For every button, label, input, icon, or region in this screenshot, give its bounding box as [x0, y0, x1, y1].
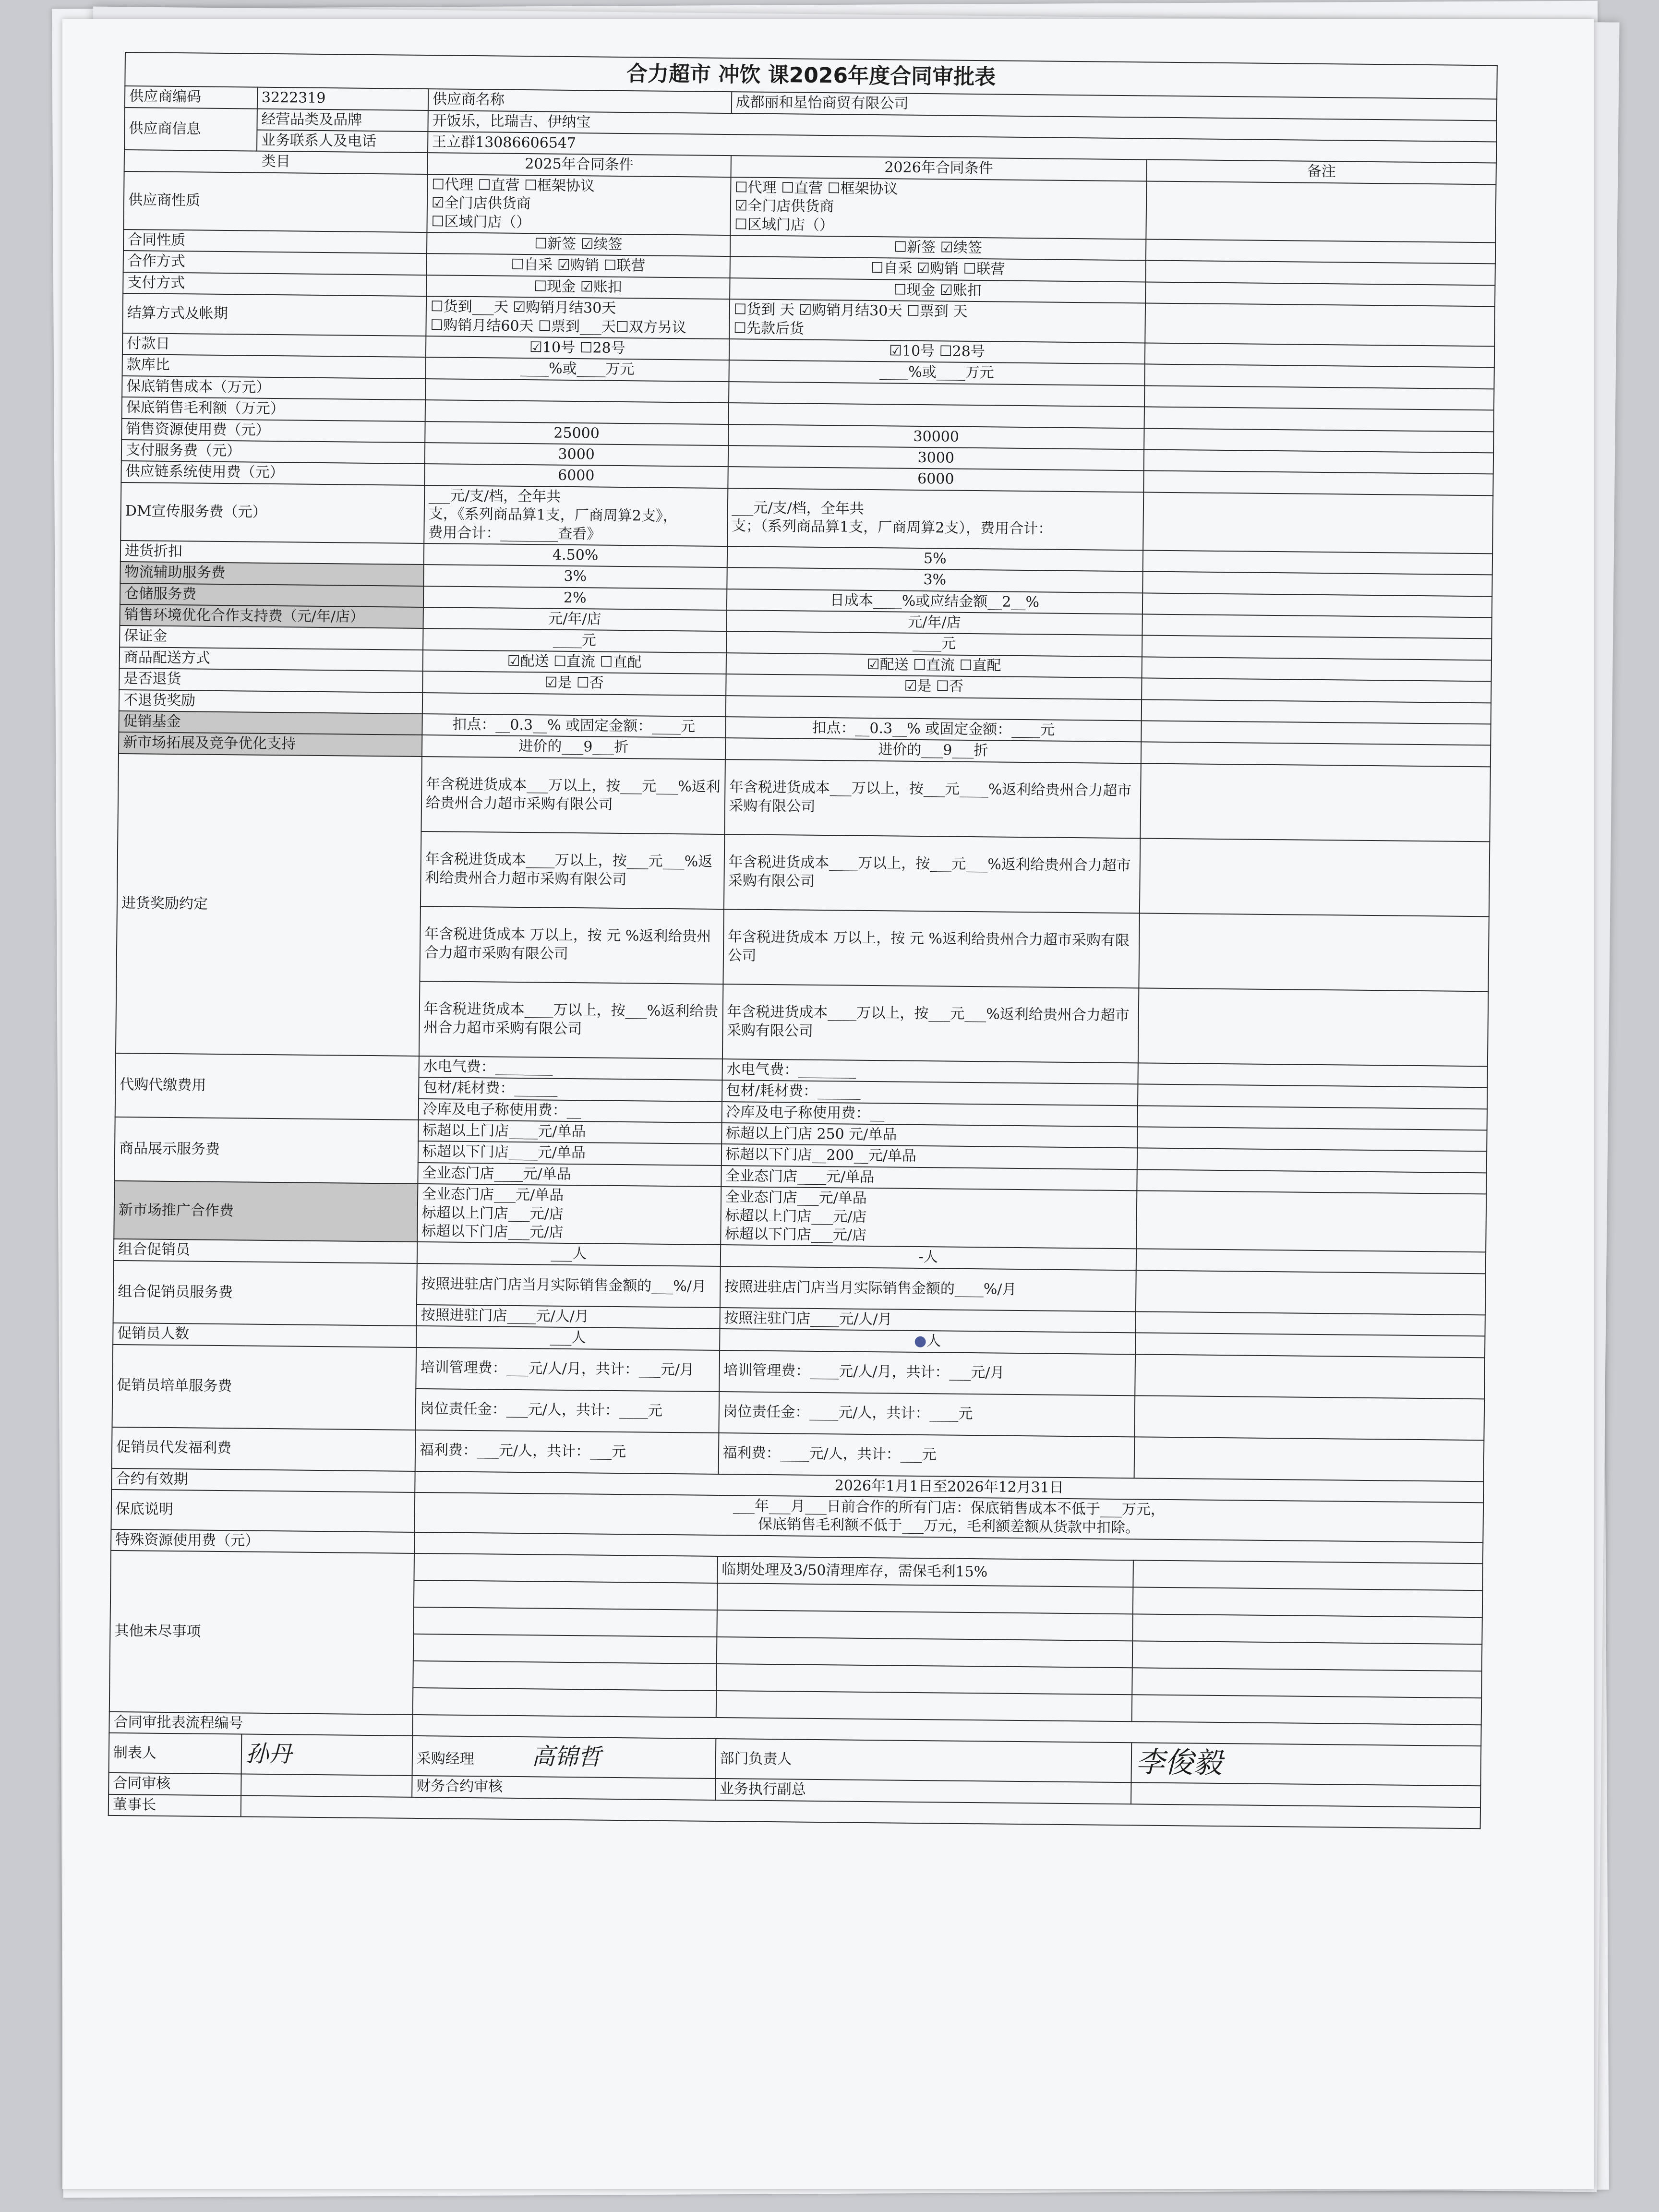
condition-remark [1144, 449, 1493, 474]
condition-remark [1142, 614, 1492, 638]
other-blank [413, 1661, 716, 1691]
condition-label: 保证金 [120, 625, 423, 649]
condition-remark [1143, 471, 1493, 495]
promo-coop-label: 新市场推广合作费 [114, 1181, 418, 1242]
other-2025-1 [414, 1553, 717, 1583]
other-blank [1133, 1587, 1482, 1617]
condition-remark [1141, 721, 1491, 745]
condition-2026: 3% [727, 567, 1143, 593]
condition-2025: ____元 [423, 628, 726, 652]
condition-2026: 进价的___9___折 [725, 738, 1141, 763]
condition-remark [1142, 699, 1491, 724]
condition-2025: 进价的___9___折 [422, 735, 725, 759]
condition-remark [1143, 550, 1492, 575]
condition-remark [1144, 428, 1493, 453]
combo-fee-remark-2 [1136, 1311, 1485, 1336]
condition-2026: 3000 [728, 445, 1144, 471]
combo-2025: ___人 [417, 1242, 721, 1266]
buyer-label [412, 1736, 715, 1779]
supplier-name-label: 供应商名称 [428, 89, 732, 113]
combo-label: 组合促销员 [114, 1239, 417, 1263]
other-blank [1132, 1614, 1482, 1644]
other-blank [413, 1634, 717, 1664]
agency-label: 代购代缴费用 [115, 1053, 419, 1120]
dept-signature: 李俊毅 [1131, 1743, 1481, 1786]
display-2025-1: 标超以上门店____元/单品 [418, 1120, 721, 1144]
other-blank [1132, 1695, 1481, 1725]
other-blank [1132, 1668, 1481, 1698]
guarantee-value: ___年___月___日前合作的所有门店：保底销售成本不低于___万元， 保底销售毛利额不低于___万元，毛利额差额从货款中扣除。 [414, 1492, 1483, 1542]
combo-fee-2025-1: 按照进驻店门店当月实际销售金额的___%/月 [417, 1263, 720, 1308]
condition-2026: 30000 [728, 424, 1144, 450]
condition-remark [1144, 385, 1494, 410]
agency-remark-1 [1138, 1063, 1488, 1087]
display-2026-2: 标超以下门店__200__元/单品 [721, 1144, 1137, 1169]
condition-label: 促销基金 [119, 711, 422, 735]
agency-2025-3: 冷库及电子称使用费：__ [419, 1099, 722, 1123]
condition-remark [1142, 572, 1492, 596]
display-remark-2 [1137, 1148, 1487, 1173]
combo-fee-2025-2: 按照进驻门店____元/人/月 [416, 1305, 720, 1329]
display-2026-3: 全业态门店____元/单品 [721, 1166, 1137, 1191]
promo-coop-2026-3: 标超以下门店___元/店 [724, 1226, 867, 1244]
condition-remark [1146, 239, 1495, 264]
contract-approval-form [108, 52, 1498, 1829]
condition-2026: ____元 [726, 632, 1142, 657]
other-blank [717, 1610, 1133, 1641]
review-label: 合同审核 [108, 1773, 241, 1795]
condition-2026: ☐自采 ☑购销 ☐联营 [730, 257, 1146, 282]
combo-fee-2026-1: 按照进驻店门店当月实际销售金额的____%/月 [720, 1266, 1136, 1311]
promo-coop-2025-3: 标超以下门店___元/店 [421, 1222, 564, 1241]
condition-2025 [425, 379, 729, 403]
vp-label: 业务执行副总 [715, 1779, 1131, 1804]
condition-label: 款库比 [122, 354, 426, 378]
buyer-label-text: 采购经理 [416, 1750, 474, 1768]
condition-remark [1142, 657, 1491, 681]
condition-2025: 3% [423, 565, 727, 589]
condition-remark [1144, 407, 1494, 432]
promoter-count-2026-value: 人 [926, 1333, 941, 1350]
agency-2026-1: 水电气费：________ [722, 1059, 1138, 1084]
condition-remark [1142, 593, 1492, 617]
condition-label: 不退货奖励 [119, 690, 422, 714]
combo-fee-label: 组合促销员服务费 [113, 1261, 417, 1326]
condition-label: 销售环境优化合作支持费（元/年/店） [120, 604, 423, 628]
condition-remark [1145, 282, 1495, 306]
condition-2025: ☐代理 ☐直营 ☐框架协议 ☑全门店供货商 ☐区域门店（） [427, 174, 731, 235]
promoter-train-2025-1: 培训管理费：___元/人/月，共计：___元/月 [416, 1347, 719, 1391]
condition-label: 供应链系统使用费（元） [121, 461, 424, 485]
validity-label: 合约有效期 [111, 1468, 415, 1492]
agency-2025-2: 包材/耗材费：______ [419, 1077, 722, 1101]
brand-label: 经营品类及品牌 [257, 108, 428, 132]
rebate-remark-3 [1139, 913, 1489, 991]
condition-2026: ☐货到 天 ☑购销月结30天 ☐票到 天 ☐先款后货 [729, 299, 1145, 343]
promo-coop-2025 [417, 1184, 721, 1245]
condition-label: 付款日 [122, 333, 426, 357]
promo-coop-2025-2: 标超以上门店___元/店 [421, 1204, 564, 1223]
condition-2026: ☐代理 ☐直营 ☐框架协议 ☑全门店供货商 ☐区域门店（） [730, 177, 1147, 239]
promoter-count-2025: ___人 [416, 1326, 720, 1350]
promo-coop-2026-2: 标超以上门店___元/店 [725, 1207, 867, 1226]
welfare-label: 促销员代发福利费 [112, 1427, 416, 1471]
condition-2025: ☐货到___天 ☑购销月结30天 ☐购销月结60天 ☐票到___天☐双方另议 [426, 296, 729, 339]
other-remark-1 [1133, 1560, 1483, 1590]
welfare-remark [1134, 1437, 1484, 1481]
rebate-2026-2: 年含税进货成本____万以上，按___元___%返利给贵州合力超市采购有限公司 [723, 834, 1140, 913]
rebate-remark-2 [1140, 838, 1490, 916]
condition-2025: ___元/支/档，全年共 支，《系列商品算1支，厂商周算2支》， 费用合计：________查看》 [424, 485, 728, 546]
dept-label: 部门负责人 [715, 1739, 1131, 1782]
condition-2026: ☑配送 ☐直流 ☐直配 [726, 653, 1142, 678]
other-blank [717, 1583, 1133, 1614]
header-category: 类目 [124, 150, 428, 174]
promo-coop-2026 [721, 1187, 1137, 1249]
review-value [241, 1774, 412, 1797]
condition-2026: ☑是 ☐否 [726, 674, 1142, 699]
condition-2026: ☐新签 ☑续签 [730, 235, 1146, 261]
condition-remark [1143, 492, 1493, 553]
supplier-code-label: 供应商编码 [125, 86, 257, 108]
condition-remark [1142, 678, 1491, 703]
condition-2026: ____%或____万元 [729, 360, 1145, 385]
condition-2025: ☑配送 ☐直流 ☐直配 [423, 650, 726, 674]
promo-coop-2025-1: 全业态门店___元/单品 [421, 1186, 564, 1204]
promoter-train-label: 促销员培单服务费 [112, 1344, 416, 1430]
condition-2026: 扣点：__0.3__% 或固定金额：____元 [725, 717, 1142, 742]
condition-2025: ☐新签 ☑续签 [427, 232, 730, 256]
welfare-2026: 福利费：____元/人，共计：___元 [718, 1433, 1134, 1478]
condition-label: 是否退货 [119, 668, 422, 692]
other-2026-1: 临期处理及3/50清理库存，需保毛利15% [717, 1556, 1133, 1587]
rebate-2026-3: 年含税进货成本 万以上，按 元 %返利给贵州合力超市采购有限公司 [723, 909, 1140, 988]
board-label: 董事长 [108, 1794, 241, 1816]
maker-signature: 孙丹 [241, 1734, 412, 1776]
condition-2025: ☐现金 ☑账扣 [426, 275, 730, 299]
display-2025-3: 全业态门店____元/单品 [418, 1163, 721, 1187]
promoter-count-label: 促销员人数 [113, 1323, 416, 1347]
promo-coop-2026-1: 全业态门店___元/单品 [725, 1189, 867, 1207]
flow-number-label: 合同审批表流程编号 [109, 1712, 412, 1736]
condition-2025: 25000 [425, 421, 728, 445]
other-blank [413, 1688, 716, 1718]
rebate-2025-4: 年含税进货成本____万以上，按___%返利给贵州合力超市采购有限公司 [419, 981, 723, 1059]
condition-2025: ____%或____万元 [425, 357, 729, 381]
promoter-train-2026-2: 岗位责任金：____元/人，共计：____元 [719, 1392, 1135, 1437]
rebate-2025-2: 年含税进货成本____万以上，按___元___%返利给贵州合力超市采购有限公司 [421, 831, 724, 909]
condition-label: 销售资源使用费（元） [121, 419, 425, 443]
condition-2026: ☑10号 ☐28号 [729, 339, 1145, 364]
condition-2025: 扣点：__0.3__% 或固定金额：____元 [422, 714, 725, 738]
condition-label: 支付服务费（元） [121, 440, 425, 464]
condition-label: 仓储服务费 [120, 583, 423, 607]
other-blank [413, 1607, 717, 1637]
form-title: 合力超市 冲饮 课2026年度合同审批表 [125, 52, 1497, 99]
condition-2026: 元/年/店 [726, 610, 1142, 636]
condition-2025: 2% [423, 586, 727, 610]
finance-label: 财务合约审核 [412, 1776, 715, 1800]
contact-value: 王立群13086606547 [428, 132, 1496, 163]
other-blank [414, 1580, 717, 1610]
promo-coop-remark [1136, 1191, 1486, 1252]
condition-2026: ___元/支/档，全年共 支；（系列商品算1支，厂商周算2支），费用合计： [727, 488, 1144, 550]
other-blank [716, 1637, 1132, 1668]
agency-2025-1: 水电气费：________ [419, 1056, 722, 1080]
condition-label: 进货折扣 [120, 541, 424, 565]
welfare-2025: 福利费：___元/人，共计：___元 [415, 1430, 719, 1474]
buyer-signature: 高锦哲 [531, 1743, 601, 1771]
other-label: 其他未尽事项 [109, 1551, 414, 1715]
guarantee-label: 保底说明 [111, 1490, 415, 1532]
condition-2025: 4.50% [424, 543, 727, 567]
validity-value: 2026年1月1日至2026年12月31日 [415, 1471, 1483, 1503]
agency-remark-2 [1138, 1084, 1487, 1109]
supplier-code: 3222319 [257, 87, 429, 110]
display-remark-3 [1137, 1169, 1486, 1194]
agency-2026-2: 包材/耗材费：______ [722, 1080, 1138, 1106]
condition-label: 保底销售成本（万元） [122, 376, 425, 400]
condition-label: 结算方式及帐期 [122, 293, 426, 336]
condition-2025: 3000 [425, 443, 728, 467]
condition-2025 [422, 693, 726, 717]
condition-remark [1145, 303, 1495, 347]
display-remark-1 [1137, 1127, 1487, 1151]
condition-remark [1141, 742, 1491, 767]
condition-remark [1146, 181, 1496, 242]
header-2025: 2025年合同条件 [427, 153, 731, 177]
promoter-train-2025-2: 岗位责任金：___元/人，共计：____元 [415, 1388, 719, 1432]
handwritten-mark: ● [914, 1333, 927, 1350]
condition-2025 [425, 400, 729, 424]
rebate-2026-4: 年含税进货成本____万以上，按___元___%返利给贵州合力超市采购有限公司 [722, 984, 1139, 1063]
condition-2026: 6000 [728, 467, 1144, 492]
rebate-2025-3: 年含税进货成本 万以上，按 元 %返利给贵州合力超市采购有限公司 [420, 906, 723, 984]
special-label: 特殊资源使用费（元） [111, 1529, 414, 1553]
condition-label: 支付方式 [123, 272, 426, 296]
condition-label: 供应商性质 [123, 171, 427, 232]
condition-remark [1142, 636, 1491, 660]
condition-2025: 元/年/店 [423, 607, 726, 631]
agency-2026-3: 冷库及电子称使用费：__ [721, 1102, 1138, 1127]
vp-value [1131, 1783, 1480, 1807]
condition-label: DM宣传服务费（元） [120, 482, 424, 543]
condition-2025: ☑10号 ☐28号 [426, 336, 729, 360]
condition-label: 物流辅助服务费 [120, 562, 423, 586]
promoter-train-remark-1 [1135, 1354, 1485, 1399]
other-blank [716, 1691, 1132, 1721]
rebate-remark-4 [1138, 988, 1488, 1066]
condition-label: 商品配送方式 [120, 647, 423, 671]
condition-remark [1146, 261, 1495, 285]
display-2026-1: 标超以上门店 250 元/单品 [721, 1123, 1138, 1148]
condition-remark [1145, 364, 1494, 389]
condition-label: 合同性质 [123, 229, 427, 253]
rebate-remark-1 [1141, 763, 1491, 842]
contact-label: 业务联系人及电话 [257, 130, 428, 153]
combo-remark [1136, 1249, 1486, 1274]
brand-value: 开饭乐，比瑞吉、伊纳宝 [428, 110, 1496, 142]
combo-fee-2026-2: 按照注驻门店____元/人/月 [720, 1308, 1136, 1333]
agency-remark-3 [1138, 1106, 1487, 1130]
condition-2025: 6000 [424, 464, 728, 488]
promoter-count-remark [1135, 1333, 1485, 1357]
promoter-train-2026-1: 培训管理费：____元/人/月，共计：___元/月 [719, 1350, 1135, 1395]
condition-label: 合作方式 [123, 251, 427, 275]
condition-rows [119, 171, 1496, 767]
condition-2025: ☐自采 ☑购销 ☐联营 [426, 253, 730, 277]
condition-2026: 日成本____%或应结金额__2__% [726, 589, 1142, 614]
header-remark: 备注 [1147, 160, 1496, 184]
maker-label: 制表人 [109, 1733, 242, 1774]
header-2026: 2026年合同条件 [731, 156, 1147, 181]
supplier-name: 成都丽和星怡商贸有限公司 [731, 92, 1497, 120]
promoter-train-remark-2 [1135, 1395, 1485, 1440]
condition-label: 保底销售毛利额（万元） [122, 397, 425, 421]
rebate-label: 进货奖励约定 [116, 754, 422, 1056]
supplier-info-label: 供应商信息 [124, 108, 257, 151]
rebate-2025-1: 年含税进货成本___万以上，按___元___%返利给贵州合力超市采购有限公司 [421, 757, 725, 834]
condition-remark [1145, 343, 1494, 367]
condition-label: 新市场拓展及竞争优化支持 [119, 732, 422, 756]
display-label: 商品展示服务费 [114, 1117, 418, 1184]
condition-2026: 5% [727, 546, 1143, 572]
other-blank [716, 1664, 1132, 1695]
condition-2026: ☐现金 ☑账扣 [730, 278, 1146, 303]
condition-2025: ☑是 ☐否 [422, 671, 726, 695]
combo-2026: -人 [720, 1245, 1136, 1270]
combo-fee-remark-1 [1136, 1270, 1486, 1315]
rebate-2026-1: 年含税进货成本___万以上，按___元____%返利给贵州合力超市采购有限公司 [724, 759, 1141, 838]
other-blank [1132, 1641, 1482, 1671]
display-2025-2: 标超以下门店____元/单品 [418, 1141, 721, 1165]
